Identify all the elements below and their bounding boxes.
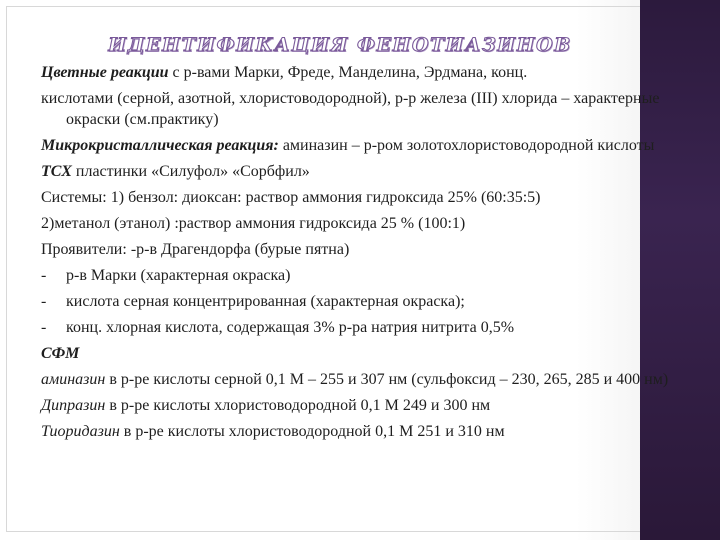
bullet-text: конц. хлорная кислота, содержащая 3% р-ра натрия нитрита 0,5% [66,319,515,336]
slide-content [41,62,691,447]
slide-title: ИДЕНТИФИКАЦИЯ ФЕНОТИАЗИНОВ [108,34,572,56]
bullet-dash: - [41,319,47,336]
text-color-reactions: с р-вами Марки, Фреде, Манделина, Эрдмана, конц. [168,64,528,81]
term-color-reactions: Цветные реакции [41,64,169,81]
paragraph-microcrystal-reaction [41,135,691,156]
bullet-dash: - [41,267,47,284]
paragraph-sfm-heading: СФМ [41,345,80,362]
text-thioridazine: в р-ре кислоты хлористоводородной 0,1 М 251 и 310 нм [119,423,505,440]
paragraph-color-reactions [41,62,691,83]
term-diprazine: Дипразин [41,397,106,414]
paragraph-thioridazine [41,421,691,442]
bullet-dash: - [41,293,47,310]
paragraph-diprazine [41,395,691,416]
term-aminazine: аминазин [41,371,106,388]
term-thioridazine: Тиоридазин [41,423,120,440]
bullet-item [41,317,691,338]
text-diprazine: в р-ре кислоты хлористоводородной 0,1 М 249 и 300 нм [105,397,491,414]
bullet-text: кислота серная концентрированная (характерная окраска); [66,293,465,310]
bullet-text: р-в Марки (характерная окраска) [66,267,291,284]
bullet-item [41,265,691,286]
paragraph-systems: Системы: 1) бензол: диоксан: раствор аммония гидроксида 25% (60:35:5) [41,189,541,206]
paragraph-developers: Проявители: -р-в Драгендорфа (бурые пятна) [41,241,350,258]
text-aminazine: в р-ре кислоты серной 0,1 М – 255 и 307 нм (сульфоксид – 230, 265, 285 и 400 нм) [105,371,669,388]
text-tlc: пластинки «Силуфол» «Сорбфил» [71,163,310,180]
paragraph-tlc [41,161,691,182]
term-microcrystal-reaction: Микрокристаллическая реакция: [41,137,279,154]
paragraph-aminazine [41,369,691,390]
bullet-item [41,291,691,312]
term-tlc: ТСХ [41,163,72,180]
paragraph-system-2: 2)метанол (этанол) :раствор аммония гидроксида 25 % (100:1) [41,215,466,232]
paragraph-color-reactions-cont: кислотами (серной, азотной, хлористоводородной), р-р железа (III) хлорида – характерные окраски (см.практику) [41,90,660,128]
text-microcrystal-reaction: аминазин – р-ром золотохлористоводородной кислоты [278,137,655,154]
